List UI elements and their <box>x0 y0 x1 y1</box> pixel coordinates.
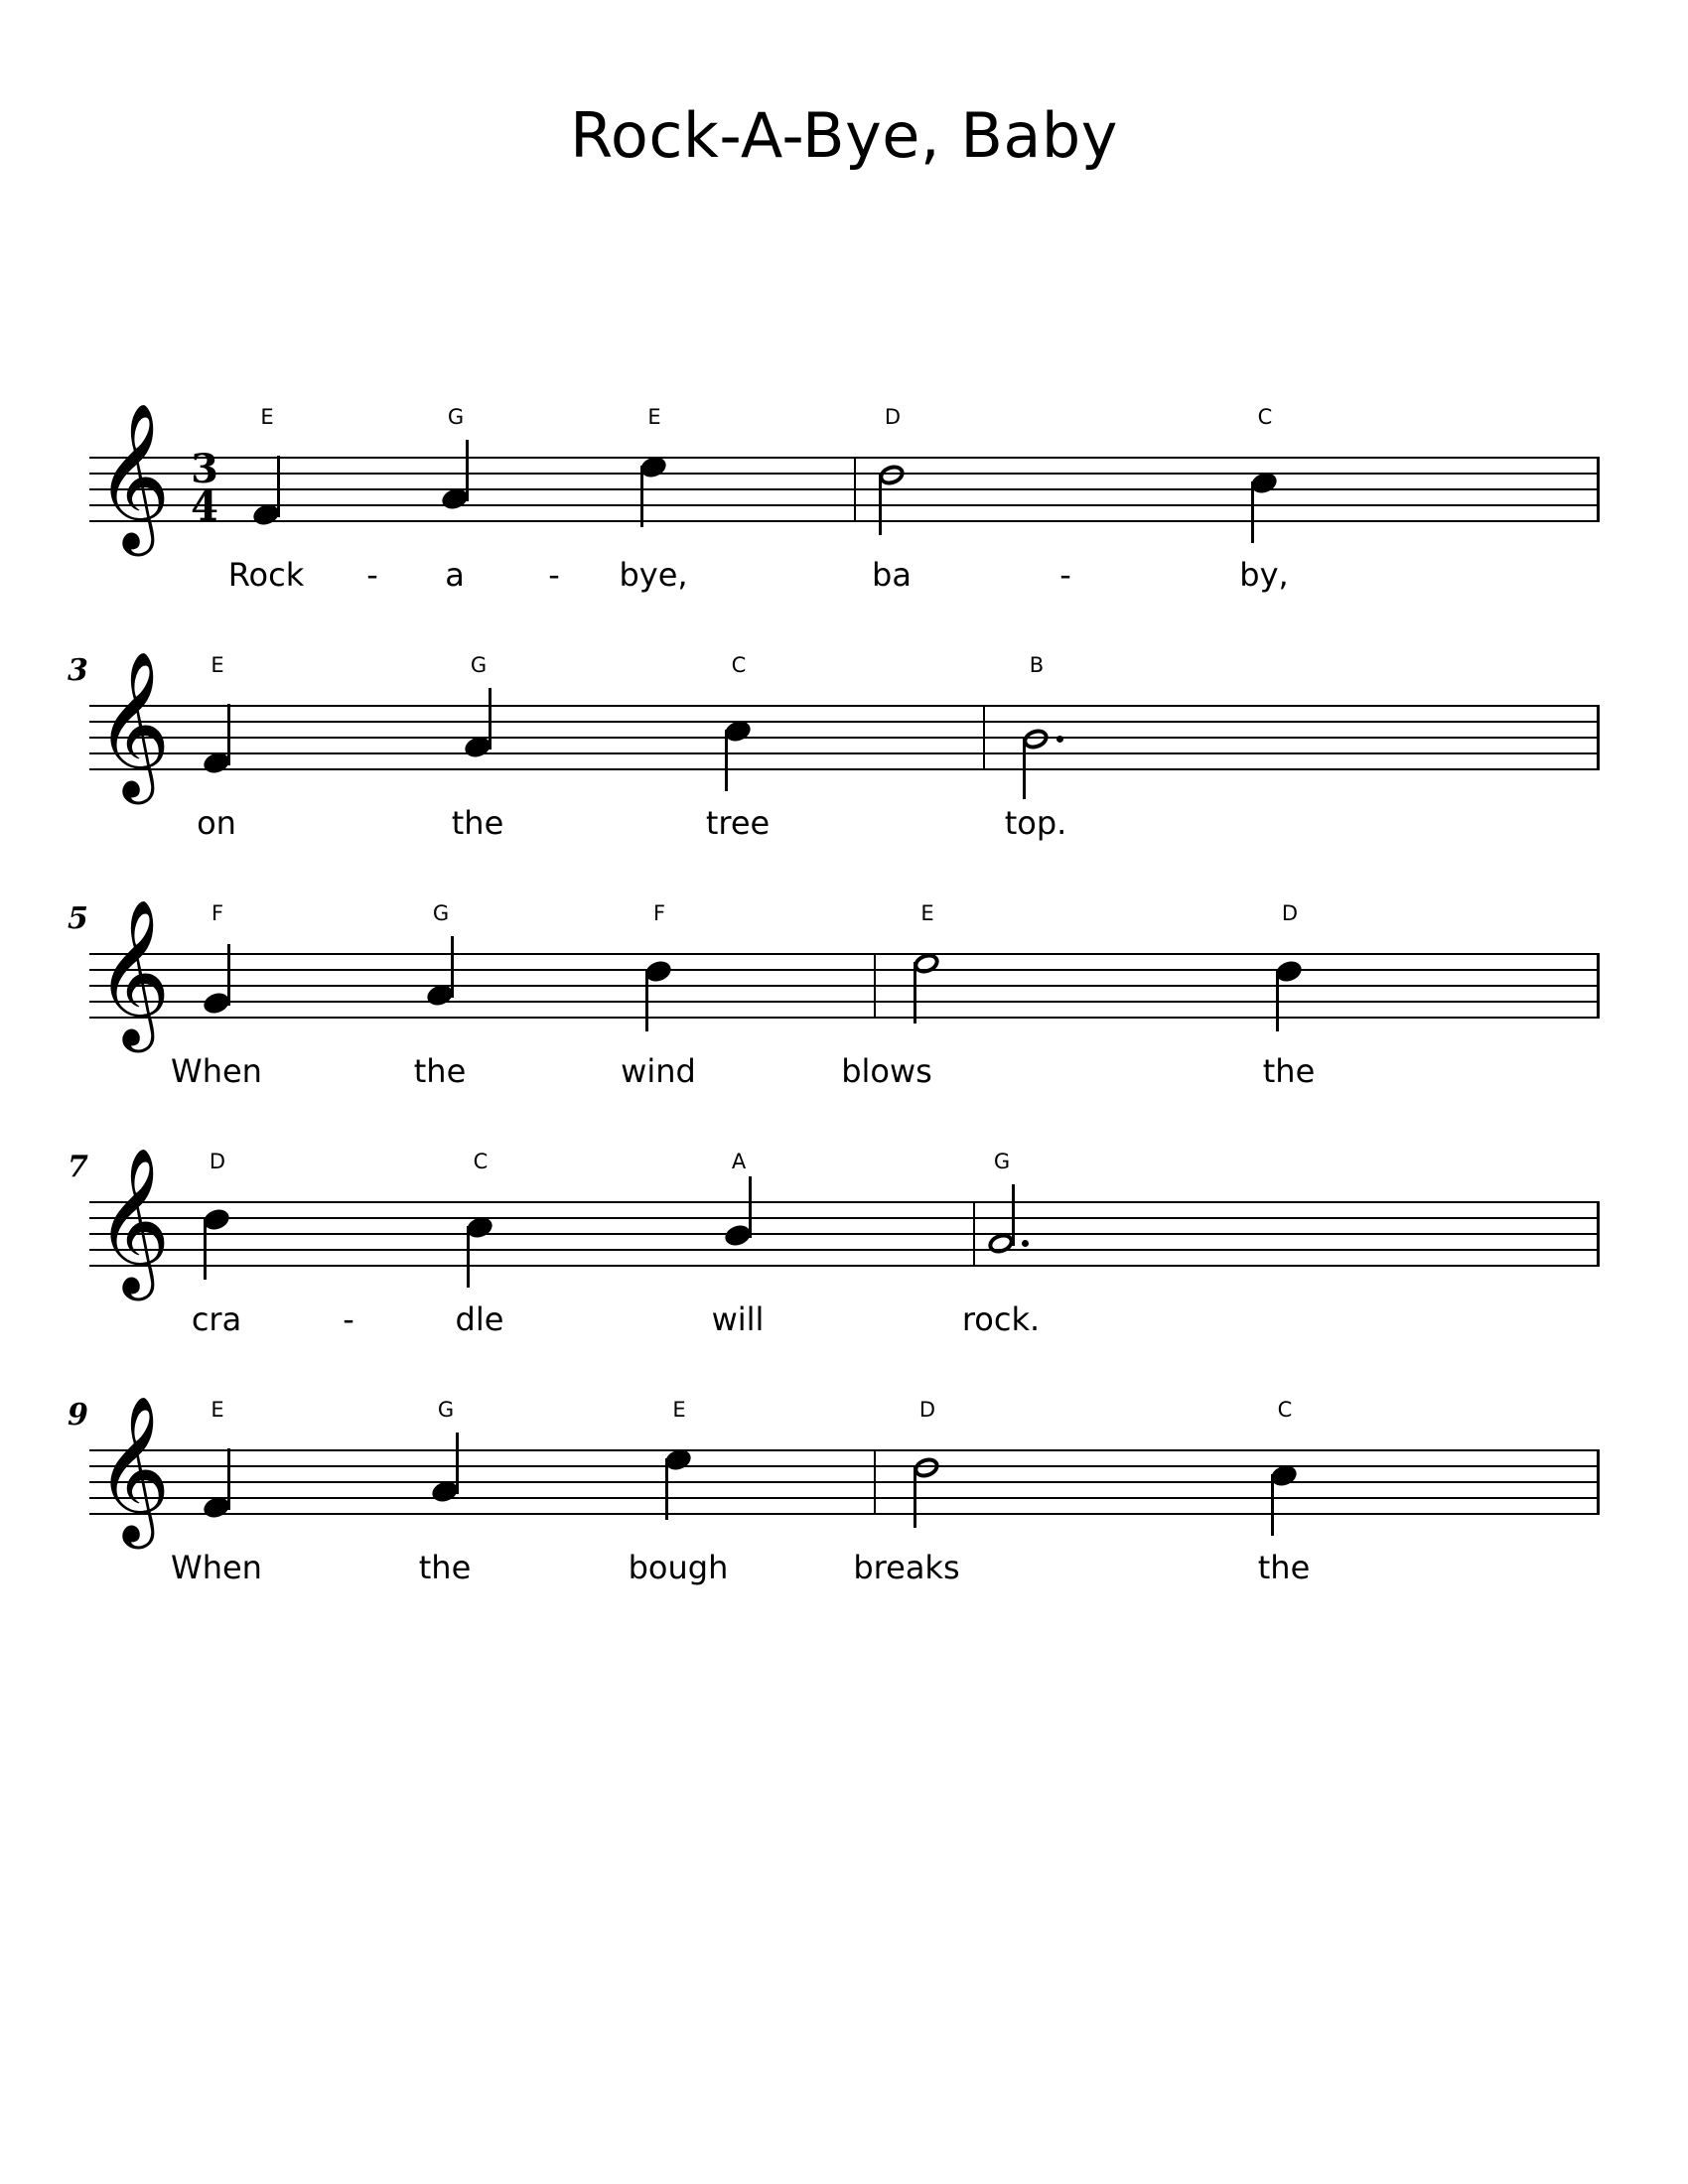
staff-line <box>89 1481 1599 1483</box>
note <box>427 986 455 1006</box>
staff-line <box>89 504 1599 506</box>
lyric-hyphen: - <box>343 1300 354 1338</box>
note-stem <box>1023 738 1026 799</box>
staff-line <box>89 520 1599 522</box>
staff-lines <box>89 705 1599 768</box>
staff-line <box>89 473 1599 475</box>
treble-clef-icon: 𝄞 <box>95 898 171 1046</box>
lyric-syllable: breaks <box>853 1549 960 1586</box>
lyric-hyphen: - <box>1059 556 1071 594</box>
staff-system <box>68 1142 1599 1380</box>
time-signature <box>185 446 224 530</box>
note-name-label: D <box>884 405 902 429</box>
staff-line <box>89 953 1599 955</box>
measure-number: 3 <box>68 653 88 688</box>
staff-line <box>89 752 1599 754</box>
lyric-syllable: When <box>171 1549 262 1586</box>
barline <box>983 705 985 770</box>
note <box>467 1218 494 1238</box>
note-stem <box>204 1218 207 1280</box>
note <box>914 954 941 974</box>
note-name-label: C <box>1257 405 1273 429</box>
note-name-label: E <box>672 1398 686 1422</box>
staff-system <box>68 645 1599 884</box>
note <box>988 1234 1016 1254</box>
note-stem <box>467 1226 470 1288</box>
note-stem <box>466 440 469 501</box>
lyric-syllable: bye, <box>619 556 688 594</box>
note-name-label: C <box>473 1150 489 1173</box>
note-stem <box>645 970 648 1031</box>
note-name-label: G <box>437 1398 455 1422</box>
note-name-label: D <box>209 1150 226 1173</box>
staff-line <box>89 969 1599 971</box>
note-name-label: A <box>731 1150 747 1173</box>
barline <box>874 1449 876 1515</box>
staff-system <box>68 1390 1599 1628</box>
note-stem <box>456 1433 459 1494</box>
lyric-hyphen: - <box>366 556 378 594</box>
note <box>204 753 231 773</box>
note <box>1251 474 1279 493</box>
staff-line <box>89 1497 1599 1499</box>
note <box>879 466 907 485</box>
time-signature-denominator: 4 <box>191 483 218 530</box>
note-name-label: G <box>993 1150 1011 1173</box>
note-stem <box>227 704 230 765</box>
lyric-syllable: Rock <box>227 556 305 594</box>
note-stem <box>451 936 454 998</box>
staff-lines <box>89 1449 1599 1513</box>
staff-line <box>89 985 1599 987</box>
staff-line <box>89 1201 1599 1203</box>
staff-line <box>89 457 1599 459</box>
barline <box>1597 953 1600 1019</box>
note-name-label: G <box>432 901 450 925</box>
note-name-label: E <box>211 1398 224 1422</box>
augmentation-dot <box>1022 1240 1029 1247</box>
staff-line <box>89 488 1599 490</box>
measure-number: 5 <box>68 901 88 936</box>
note <box>1276 962 1304 982</box>
staff-system <box>89 397 1599 635</box>
note-name-label: C <box>731 653 747 677</box>
note-name-label: D <box>1281 901 1299 925</box>
lyric-syllable: ba <box>872 556 912 594</box>
note-stem <box>914 962 916 1024</box>
measure-number: 7 <box>68 1150 88 1184</box>
note-stem <box>879 474 882 535</box>
note-stem <box>665 1458 668 1520</box>
lyric-syllable: tree <box>705 804 771 842</box>
note-stem <box>749 1176 752 1238</box>
note-stem <box>1271 1474 1274 1536</box>
note-name-label: F <box>652 901 666 925</box>
note-name-label: D <box>918 1398 936 1422</box>
note-name-label: B <box>1029 653 1045 677</box>
barline <box>1597 457 1600 522</box>
note-stem <box>489 688 492 750</box>
staff-line <box>89 737 1599 739</box>
note <box>204 1210 231 1230</box>
lyric-syllable: the <box>418 1549 472 1586</box>
lyric-syllable: rock. <box>961 1300 1041 1338</box>
note <box>725 1226 753 1246</box>
note-name-label: E <box>260 405 274 429</box>
note-name-label: G <box>470 653 488 677</box>
augmentation-dot <box>1056 736 1063 743</box>
barline <box>854 457 856 522</box>
staff-line <box>89 1001 1599 1003</box>
note-stem <box>1276 970 1279 1031</box>
staff-line <box>89 1217 1599 1219</box>
note-name-label: E <box>211 653 224 677</box>
barline <box>973 1201 975 1267</box>
lyric-syllable: When <box>171 1052 262 1090</box>
note-stem <box>914 1466 916 1528</box>
staff-line <box>89 721 1599 723</box>
note <box>204 994 231 1014</box>
staff-line <box>89 1233 1599 1235</box>
note-name-label: E <box>647 405 661 429</box>
treble-clef-icon: 𝄞 <box>95 650 171 798</box>
note-stem <box>227 944 230 1006</box>
note <box>442 489 470 509</box>
note <box>432 1482 460 1502</box>
lyric-syllable: top. <box>1004 804 1067 842</box>
staff-line <box>89 1513 1599 1515</box>
treble-clef-icon: 𝄞 <box>95 1147 171 1295</box>
note <box>914 1458 941 1478</box>
staff-line <box>89 1449 1599 1451</box>
lyric-syllable: will <box>711 1300 765 1338</box>
note-stem <box>640 466 643 527</box>
lyric-syllable: blows <box>841 1052 932 1090</box>
staff-lines <box>89 953 1599 1017</box>
lyric-syllable: cra <box>191 1300 242 1338</box>
lyric-syllable: dle <box>455 1300 504 1338</box>
staff-line <box>89 768 1599 770</box>
note-stem <box>1251 481 1254 543</box>
note-stem <box>1012 1184 1015 1246</box>
measure-number: 9 <box>68 1398 88 1433</box>
note <box>640 458 668 478</box>
staff-line <box>89 1265 1599 1267</box>
note <box>465 738 492 757</box>
lyric-syllable: bough <box>628 1549 729 1586</box>
note <box>204 1498 231 1518</box>
time-signature-numerator: 3 <box>191 446 218 492</box>
note <box>1023 730 1051 750</box>
note-stem <box>227 1448 230 1510</box>
note-stem <box>725 730 728 791</box>
barline <box>1597 1449 1600 1515</box>
note <box>725 722 753 742</box>
treble-clef-icon: 𝄞 <box>95 1395 171 1543</box>
treble-clef-icon: 𝄞 <box>95 402 171 550</box>
note-name-label: G <box>447 405 465 429</box>
lyric-syllable: wind <box>621 1052 696 1090</box>
lyric-hyphen: - <box>548 556 560 594</box>
lyric-syllable: by, <box>1239 556 1289 594</box>
note <box>253 505 281 525</box>
note-stem <box>277 456 280 517</box>
staff-line <box>89 1465 1599 1467</box>
lyric-syllable: the <box>451 804 504 842</box>
barline <box>1597 1201 1600 1267</box>
staff-line <box>89 1249 1599 1251</box>
barline <box>874 953 876 1019</box>
staff-lines <box>89 1201 1599 1265</box>
note-name-label: E <box>920 901 934 925</box>
note <box>645 962 673 982</box>
barline <box>1597 705 1600 770</box>
lyric-syllable: a <box>445 556 465 594</box>
staff-line <box>89 705 1599 707</box>
lyric-syllable: the <box>1257 1549 1311 1586</box>
lyric-syllable: on <box>197 804 236 842</box>
note <box>665 1450 693 1470</box>
note-name-label: F <box>211 901 224 925</box>
staff-system <box>68 893 1599 1132</box>
lyric-syllable: the <box>1262 1052 1316 1090</box>
lyric-syllable: the <box>413 1052 467 1090</box>
note <box>1271 1466 1299 1486</box>
staff-lines <box>89 457 1599 520</box>
note-name-label: C <box>1277 1398 1293 1422</box>
staff-line <box>89 1017 1599 1019</box>
page-title: Rock-A-Bye, Baby <box>570 99 1118 172</box>
